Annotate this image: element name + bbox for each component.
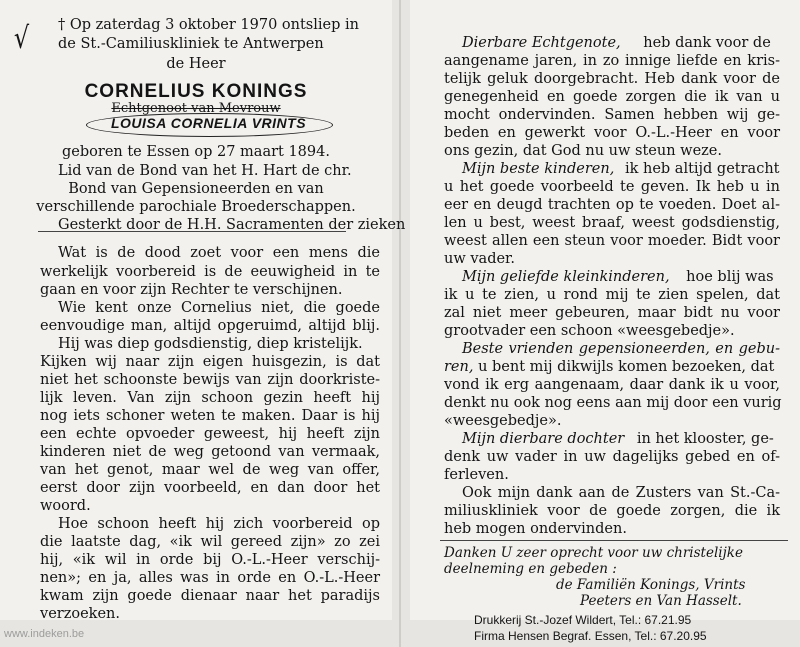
farewell-line: mocht ondervinden. Samen hebben wij ge- [444,107,780,123]
tribute-line: eenvoudige man, altijd opgeruimd, altijd blij. [40,318,380,334]
tribute-line: die laatste dag, «ik wil gereed zijn» zo zei [40,534,380,550]
deceased-name: CORNELIUS KONINGS [84,81,308,102]
family-names: de Familiën Konings, Vrints [556,577,746,593]
tribute-line: Kijken wij naar zijn eigen huisgezin, is dat [40,354,380,370]
tribute-line: Hoe schoon heeft hij zich voorbereid op [58,516,380,532]
membership-line-1: Lid van de Bond van het H. Hart de chr. [58,163,352,179]
farewell-line: ferleven. [444,467,509,483]
tribute-line: niet het schoonste bewijs van zijn doorkriste- [40,372,380,388]
farewell-line: Ook mijn dank aan de Zusters van St.-Ca- [462,485,780,501]
farewell-line: uw vader. [444,251,516,267]
tribute-line: een echte opvoeder geweest, hij heeft zijn [40,426,380,442]
tribute-line: kinderen niet de weg getoond van vermaak, [40,444,380,460]
handwritten-check-mark: √ [13,21,30,56]
farewell-line: zal niet meer gebeuren, maar bidt nu voor [444,305,780,321]
birth-line: geboren te Essen op 27 maart 1894. [62,144,330,160]
farewell-line: miliuskliniek voor de goede zorgen, die ik [444,503,780,519]
sacraments-line: Gesterkt door de H.H. Sacramenten der zieken [58,217,406,233]
family-names: Peeters en Van Hasselt. [580,593,742,609]
farewell-line: «weesgebedje». [444,413,562,429]
farewell-line: denk uw vader in uw dagelijks gebed en of- [444,449,780,465]
tribute-line: nog iets schoner weten te maken. Daar is hij [40,408,380,424]
tribute-line: gaan en voor zijn Rechter te verschijnen. [40,282,343,298]
farewell-line: u het goede voorbeeld te geven. Ik heb u in [444,179,780,195]
card-fold [399,0,401,647]
spouse-name: LOUISA CORNELIA VRINTS [110,115,307,131]
farewell-line: beden en gewerkt voor O.-L.-Heer en voor [444,125,780,141]
farewell-line: vond ik erg aangenaam, daar dank ik u voor, [444,377,780,393]
tribute-line: eerst door zijn voorbeeld, en dan door het [40,480,380,496]
death-notice-line-2: de St.-Camiliuskliniek te Antwerpen [58,36,324,52]
tribute-line: werkelijk voorbereid is de eeuwigheid in te [40,264,380,280]
thanks-line: deelneming en gebeden : [444,561,617,577]
thanks-rule [440,540,788,541]
tribute-line: nen»; en ja, alles was in orde en O.-L.-Heer [40,570,380,586]
farewell-italic: Mijn dierbare dochter [462,431,625,447]
thanks-line: Danken U zeer oprecht voor uw christelijke [444,545,743,561]
farewell-line: u bent mij dikwijls komen bezoeken, dat [478,359,775,375]
farewell-italic: Mijn beste kinderen, [462,161,615,177]
farewell-line: denkt nu ook nog eens aan mij door een vurig [444,395,782,411]
printer-line-2: Firma Hensen Begraf. Essen, Tel.: 67.20.95 [474,629,707,643]
farewell-line: in het klooster, ge- [636,431,774,447]
spouse-prefix: Echtgenoot van Mevrouw [111,101,281,116]
tribute-line: hij, «ik wil in orde bij O.-L.-Heer verschij- [40,552,380,568]
farewell-italic: Mijn geliefde kleinkinderen, [462,269,670,285]
farewell-line: aangename jaren, in zo innige liefde en kris- [444,53,780,69]
membership-line-3: verschillende parochiale Broederschappen. [36,199,356,215]
membership-line-2: Bond van Gepensioneerden en van [68,181,324,197]
farewell-line: ons gezin, dat God nu uw steun weze. [444,143,722,159]
tribute-line: verzoeken. [40,606,120,622]
farewell-line: len u best, weest braaf, weest godsdienstig, [444,215,780,231]
tribute-line: woord. [40,498,91,514]
farewell-italic: ren, [444,359,474,375]
tribute-line: Wie kent onze Cornelius niet, die goede [58,300,380,316]
watermark: www.indeken.be [4,628,85,640]
farewell-line: grootvader een schoon «weesgebedje». [444,323,735,339]
farewell-line: heb dank voor de [643,35,771,51]
tribute-line: kwam zijn goede dienaar naar het paradijs [40,588,380,604]
tribute-line: van het genot, maar wel de weg van offer, [40,462,380,478]
farewell-italic: Dierbare Echtgenote, [462,35,621,51]
printer-line-1: Drukkerij St.-Jozef Wildert, Tel.: 67.21.95 [474,613,692,627]
death-notice-line-1: † Op zaterdag 3 oktober 1970 ontsliep in [58,17,359,33]
tribute-line: Hij was diep godsdienstig, diep kristelijk. [58,336,363,352]
farewell-line: ik heb altijd getracht [624,161,780,177]
farewell-line: telijk geluk doorgebracht. Heb dank voor de [444,71,780,87]
farewell-line: heb mogen ondervinden. [444,521,627,537]
farewell-line: genegenheid en goede zorgen die ik van u [444,89,780,105]
title-prefix: de Heer [166,56,226,72]
tribute-line: lijk leven. Van zijn schoon gezin heeft hij [40,390,380,406]
farewell-line: weest allen een steun voor moeder. Bidt voor [444,233,780,249]
divider-rule [38,231,346,232]
farewell-line: hoe blij was [686,269,774,285]
tribute-line: Wat is de dood zoet voor een mens die [58,245,380,261]
farewell-line: eer en deugd trachten op te voeden. Doet al- [444,197,780,213]
farewell-line: ik u te zien, u rond mij te zien spelen, dat [444,287,780,303]
farewell-italic: Beste vrienden gepensioneerden, en gebu- [462,341,780,357]
